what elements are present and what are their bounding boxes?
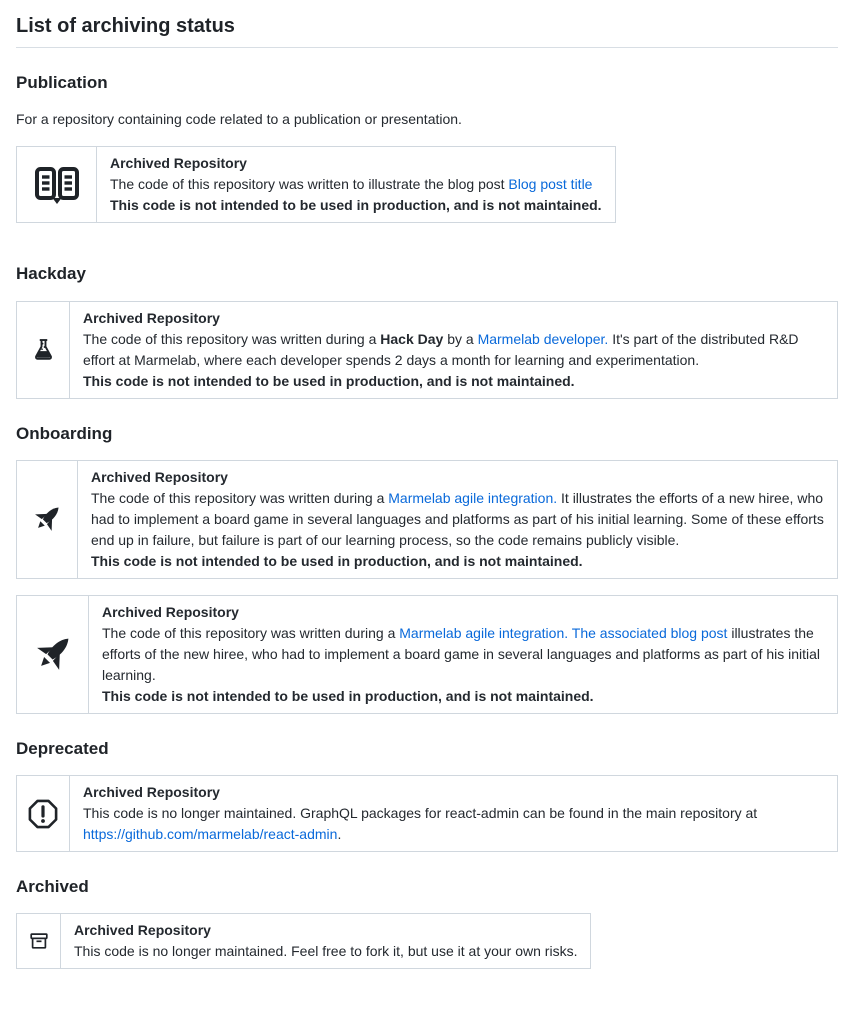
body-text: illustrates the efforts of the new hiree, who had to implement a board game in several languages and platforms as part of his initial learning. bbox=[102, 624, 821, 683]
marmelab-developer-link[interactable]: Marmelab developer. bbox=[477, 330, 609, 347]
card-title: Archived Repository bbox=[110, 155, 247, 172]
body-text: . bbox=[337, 826, 342, 842]
card-title: Archived Repository bbox=[91, 468, 228, 485]
card-icon-cell bbox=[17, 461, 78, 578]
section-heading-archived: Archived bbox=[16, 877, 89, 896]
section-heading-publication: Publication bbox=[16, 73, 108, 92]
card-icon-cell bbox=[17, 302, 70, 398]
card-body bbox=[102, 623, 824, 686]
page-title: List of archiving status bbox=[16, 14, 838, 48]
associated-blog-post-link[interactable]: The associated blog post bbox=[571, 624, 728, 641]
body-text: The code of this repository was written during a bbox=[83, 330, 381, 347]
card-title: Archived Repository bbox=[83, 784, 220, 800]
card-text-cell bbox=[61, 914, 590, 968]
card-text-cell bbox=[89, 596, 837, 713]
agile-integration-link[interactable]: Marmelab agile integration. bbox=[388, 489, 558, 506]
body-text: The code of this repository was written during a bbox=[102, 624, 400, 641]
card-warning: This code is not intended to be used in production, and is not maintained. bbox=[91, 552, 583, 569]
card-body bbox=[74, 941, 577, 962]
body-text: by a bbox=[443, 330, 478, 347]
card-title: Archived Repository bbox=[83, 309, 220, 326]
section-description: For a repository containing code related to a publication or presentation. bbox=[16, 111, 462, 128]
status-card-archived bbox=[16, 913, 591, 969]
status-card-onboarding-2 bbox=[16, 595, 838, 714]
blog-post-link[interactable]: Blog post title bbox=[508, 176, 593, 193]
stop-octagon-icon bbox=[27, 798, 59, 830]
card-text-cell bbox=[97, 147, 615, 222]
card-body bbox=[83, 329, 824, 371]
status-card-onboarding-1 bbox=[16, 460, 838, 579]
open-book-icon bbox=[33, 165, 81, 205]
card-warning: This code is not intended to be used in production, and is not maintained. bbox=[102, 687, 594, 704]
card-text-cell bbox=[70, 302, 837, 398]
body-text: It illustrates the efforts of a new hiree, who had to implement a board game in several languages and platforms as part of his initial learning. Some of these efforts end up in failure, but failure is part of our learning process, so the code remains publicly visible. bbox=[91, 489, 824, 548]
agile-integration-link[interactable]: Marmelab agile integration. bbox=[399, 624, 569, 641]
section-heading-hackday: Hackday bbox=[16, 264, 86, 284]
body-text: This code is no longer maintained. Feel free to fork it, but use it at your own risks. bbox=[74, 943, 578, 960]
status-card-deprecated bbox=[16, 775, 838, 852]
archive-box-icon bbox=[29, 931, 49, 951]
react-admin-repo-link[interactable]: https://github.com/marmelab/react-admin bbox=[83, 826, 338, 842]
rocket-icon bbox=[29, 630, 77, 678]
card-title: Archived Repository bbox=[74, 922, 211, 939]
status-card-hackday bbox=[16, 301, 838, 399]
card-icon-cell bbox=[17, 914, 61, 968]
section-heading-deprecated: Deprecated bbox=[16, 738, 109, 758]
card-icon-cell bbox=[17, 776, 70, 851]
beaker-icon bbox=[31, 337, 56, 362]
card-icon-cell bbox=[17, 596, 89, 713]
card-text-cell bbox=[78, 461, 837, 578]
card-body bbox=[110, 174, 602, 195]
body-text: The code of this repository was written during a bbox=[91, 489, 389, 506]
card-warning: This code is not intended to be used in production, and is not maintained. bbox=[110, 197, 602, 214]
card-text-cell bbox=[70, 776, 837, 851]
section-heading-onboarding: Onboarding bbox=[16, 423, 113, 443]
hack-day-bold-text: Hack Day bbox=[380, 330, 444, 347]
card-warning: This code is not intended to be used in production, and is not maintained. bbox=[83, 372, 575, 389]
rocket-icon bbox=[29, 501, 65, 537]
card-icon-cell bbox=[17, 147, 97, 222]
card-body bbox=[83, 803, 824, 845]
card-title: Archived Repository bbox=[102, 603, 239, 620]
body-text: The code of this repository was written to illustrate the blog post bbox=[110, 176, 509, 193]
body-text: It's part of the distributed R&D effort at Marmelab, where each developer spends 2 days a month for learning and experimentation. bbox=[83, 330, 799, 368]
status-card-publication bbox=[16, 146, 616, 223]
body-text: This code is no longer maintained. GraphQL packages for react-admin can be found in the main repository at bbox=[83, 805, 758, 821]
card-body bbox=[91, 488, 824, 551]
